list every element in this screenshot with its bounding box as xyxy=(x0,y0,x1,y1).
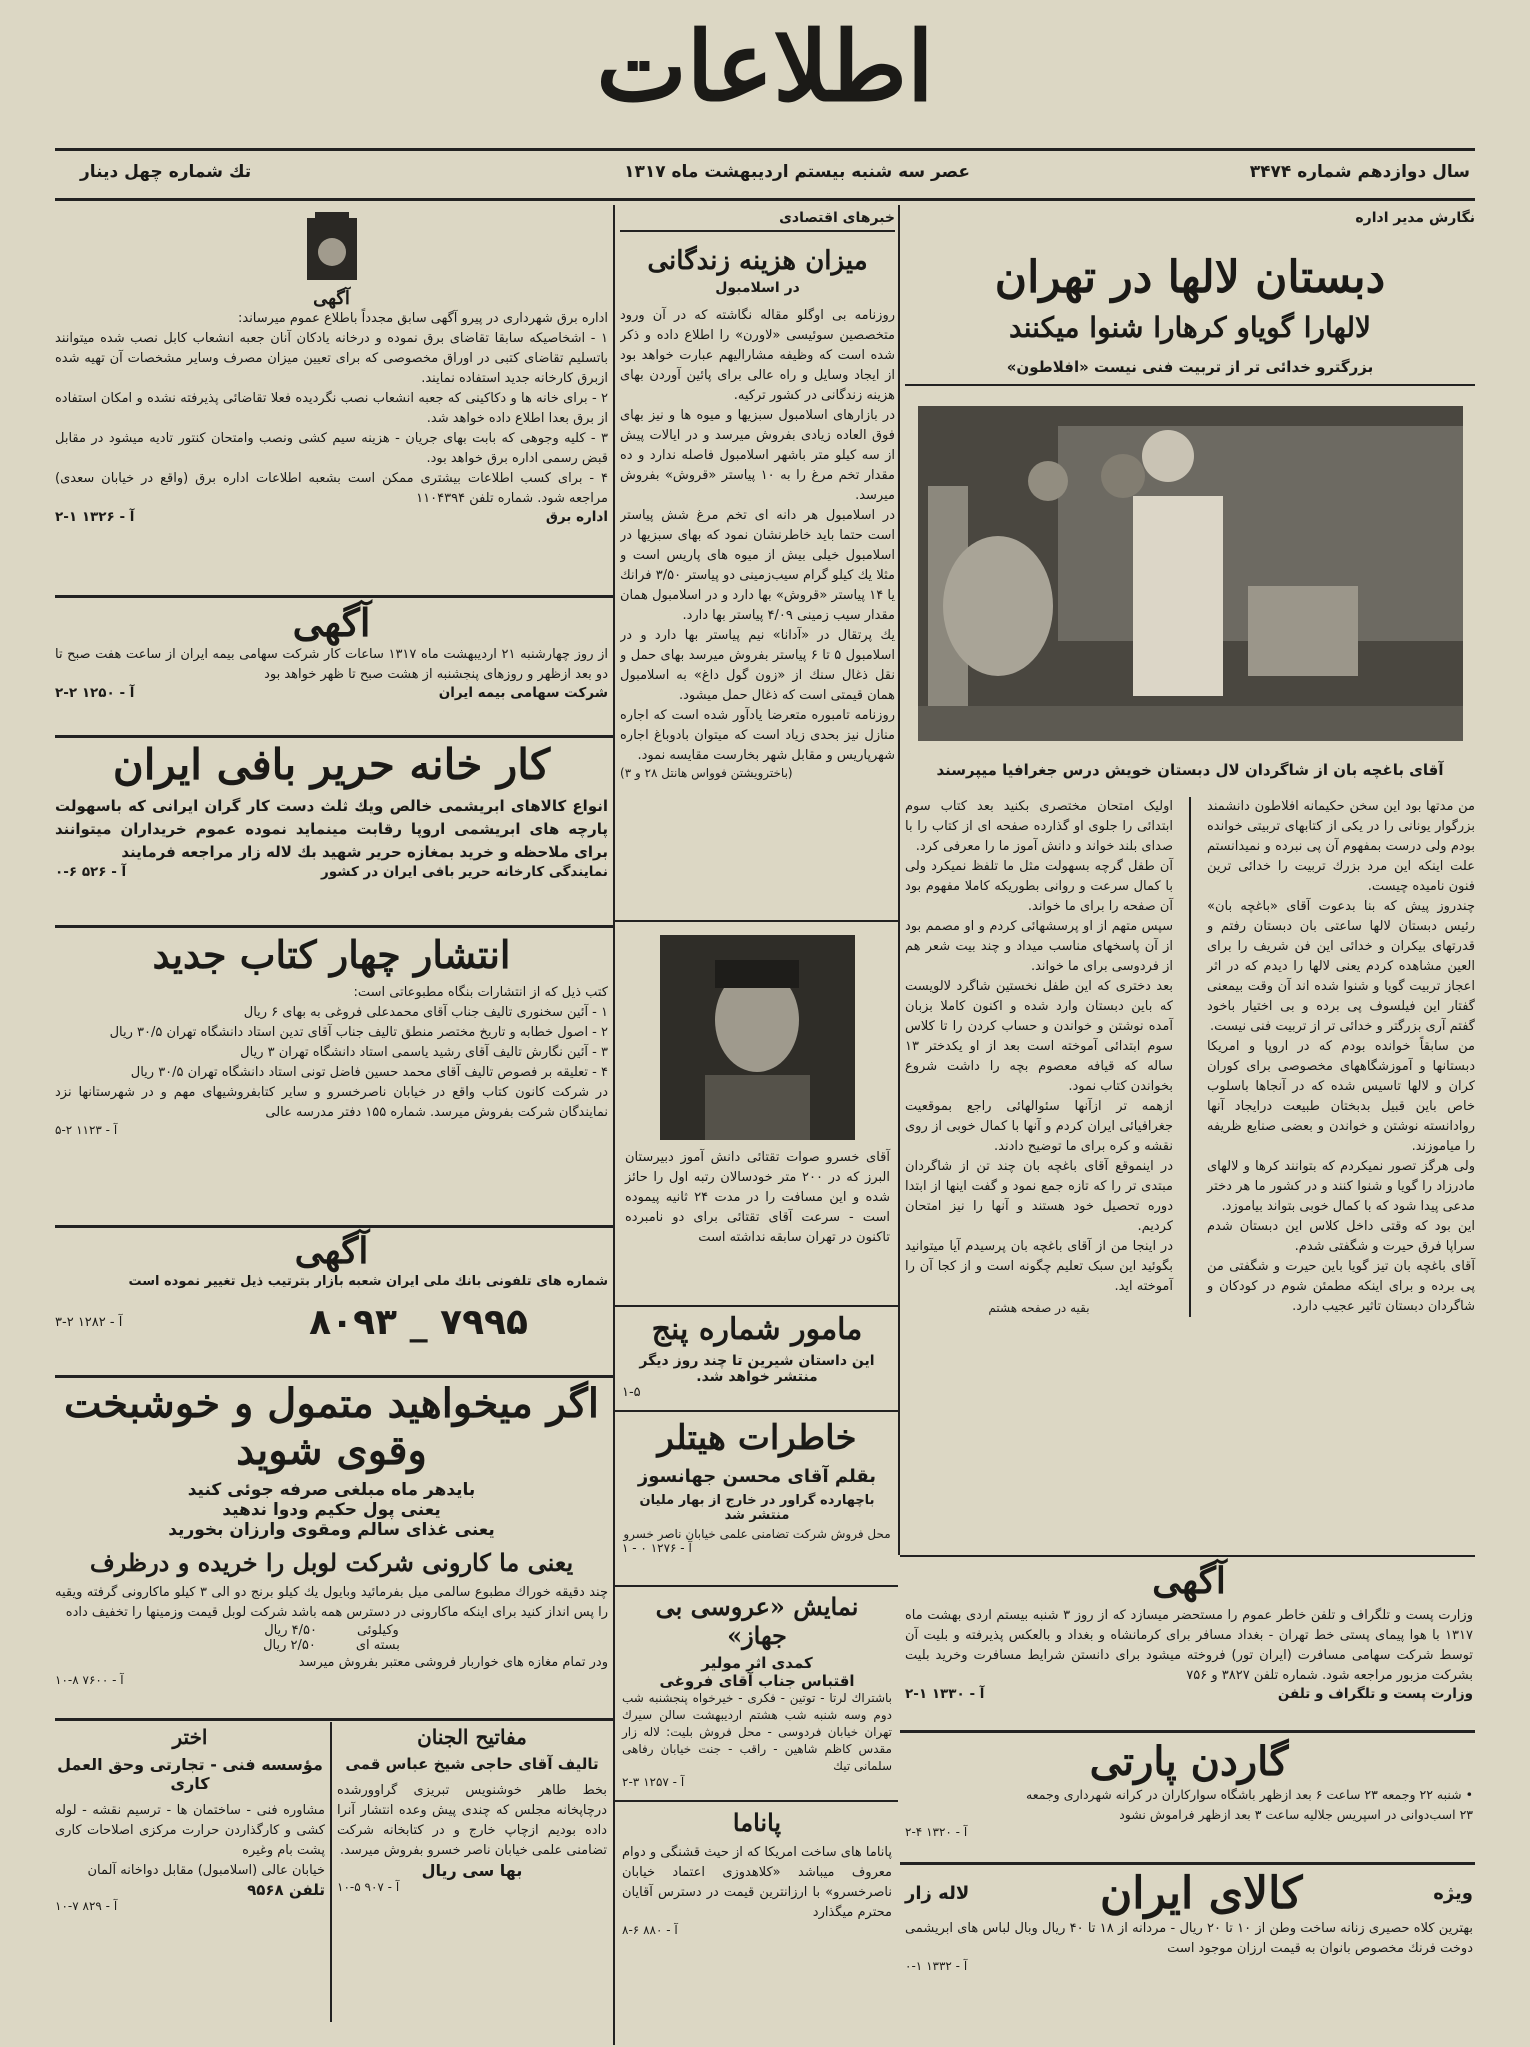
hitler-code: آ - ۱۲۷۶ ۰ - ۱ xyxy=(622,1541,692,1555)
panama-body: پاناما های ساخت امریکا که از حیث قشنگی و دوام معروف میباشد «کلاهدوزی اعتماد خیابان ناصرخسرو» با ارزانترین قیمت در دسترس آقایان محترم میگذارد xyxy=(622,1845,892,1920)
goods-headline: کالای ایران xyxy=(1099,1868,1303,1919)
insurance-footer xyxy=(55,685,608,701)
post-code: آ - ۱۳۳۰ ۱-۲ xyxy=(905,1686,985,1702)
issue-date: عصر سه شنبه بیستم اردیبهشت ماه ۱۳۱۷ xyxy=(624,162,970,182)
mafatih-body: بخط طاهر خوشنویس تبریزی گراوورشده درچاپخانه مجلس که چندی پیش وعده انتشار آنرا داده بودیم ازچاپ خارج و در کتابخانه شرکت تضامنی علمی خیابان ناصر خسرو بفروش میرسد. xyxy=(337,1783,607,1858)
books-item: ۴ - تعلیقه بر فصوص تالیف آقای محمد حسین فاضل تونی استاد دانشگاه تهران ۳۰/۵ ریال xyxy=(130,1065,608,1080)
serial-body: این داستان شیرین تا چند روز دیگر منتشر خواهد شد. xyxy=(639,1353,875,1385)
electric-title: آگهی xyxy=(313,288,350,309)
rich-headline-2: وقوی شوید xyxy=(236,1427,427,1474)
mafatih-author: تالیف آقای حاجی شیخ عباس قمی xyxy=(345,1755,599,1773)
lead-paragraph: آن طفل گرچه بسهولت مثل ما تلفظ نمیکرد ولی با کمال سرعت و روانی بطوریکه کاملا مفهوم بود آن صفحه را برای ما خواند. xyxy=(905,859,1173,914)
lead-continued: بقیه در صفحه هشتم xyxy=(988,1301,1090,1315)
hitler-block xyxy=(622,1418,892,1588)
panama-code: آ - ۸۸۰ ۶-۸ xyxy=(622,1923,678,1937)
phone-numbers: ۷۹۹۵ _ ۸۰۹۳ xyxy=(309,1302,528,1343)
lead-paragraph: آقای باغچه بان تیز گویا باین حیرت و شگفتی من پی برده و برای اینکه مطمئن شوم در کودکان و شاگردان دبستان تاثیر عجیب دارد. xyxy=(1207,1259,1475,1314)
phone-body: شماره های تلفونی بانك ملی ایران شعبه بازار بترتیب ذیل تغییر نموده است xyxy=(128,1274,608,1289)
goods-header xyxy=(905,1868,1473,1919)
akhtar-address: خیابان عالی (اسلامبول) مقابل دواخانه آلمان xyxy=(87,1863,325,1878)
rich-line: یعنی پول حکیم ودوا ندهید xyxy=(222,1500,441,1520)
lead-kicker: بزرگترو خدائی تر از تربیت فنی نیست «افلاطون» xyxy=(905,358,1475,386)
economy-paragraph: یك پرتقال در «آدانا» نیم پیاستر بها دارد و در اسلامبول ۵ تا ۶ پیاستر بفروش میرسد بهای حمل و نقل ذغال سنك از «زون گول داغ» به اسلامبول همان قیمتی است که ذغال حمل میشود. xyxy=(620,628,895,703)
books-bottom-rule xyxy=(55,1225,613,1228)
economy-paragraph: روزنامه بی اوگلو مقاله نگاشته که در آن ورود متخصصین سوئیسی «لاورن» را اطلاع داده و ذکر شده است که وظیفه مشارالیهم عبارت خواهد بود از ایجاد وسایل و راه عالی برای پائین آوردن بهای هزینه زندگانی در کشور ترکیه. xyxy=(620,308,895,403)
mafatih-price: بها سی ریال xyxy=(421,1861,523,1880)
lead-caption: آقای باغچه بان از شاگردان لال دبستان خویش درس جغرافیا میپرسند xyxy=(936,761,1444,779)
economy-paragraph: در اسلامبول هر دانه ای تخم مرغ شش پیاستر است حتما باید خاطرنشان نمود که بهای سبزیها در اسلامبول خیلی بیش از میوه های پاریس است و مثلا یك کیلو گرام سیب‌زمینی دو پیاستر ۳/۵۰ فرانك یا ۱۴ پیاستر «قروش» بها دارد و در اسلامبول همان مقدار سیب زمینی ۴/۰۹ پیاستر بها دارد. xyxy=(620,508,895,623)
post-body: وزارت پست و تلگراف و تلفن خاطر عموم را مستحضر میسازد که از روز ۳ شنبه بیستم اردی بهشت ماه ۱۳۱۷ با هوا پیمای پستی خط تهران - بغداد مسافر برای کرمانشاه و بغداد و بالعکس پذیرفته و بلیت آن توسط شرکت سهامی مسافرت (ایران تور) فروخته میشود برای دانستن شرایط مسافرت وخرید بلیت بشرکت مزبور مراجعه شود. شماره تلفن ۳۸۲۷ و ۷۵۶ xyxy=(905,1608,1473,1683)
phone-code: آ - ۱۲۸۲ ۲-۳ xyxy=(55,1315,123,1330)
electric-line: ۴ - برای کسب اطلاعات بیشتری ممکن است بشعبه اطلاعات اداره برق (واقع در خیابان سعدی) مراجعه شود. شماره تلفن ۱۱۰۴۳۹۴ xyxy=(55,471,608,506)
books-item: ۳ - آئین نگارش تالیف آقای رشید یاسمی استاد دانشگاه تهران ۳ ریال xyxy=(240,1045,608,1060)
rich-line: بایدهر ماه مبلغی صرفه جوئی کنید xyxy=(187,1480,476,1500)
masthead-rule-bottom xyxy=(55,198,1475,201)
economy-bottom-rule xyxy=(615,920,898,922)
lead-paragraph: من مدتها بود این سخن حکیمانه افلاطون دانشمند بزرگوار یونانی را در یکی از کتابهای تربیتی خوانده بودم ولی درست بمفهوم آن پی نبرده و نمیدانستم علت اینکه این مرد بزرك تربیت را خدائی ترین فنون نامیده چیست. xyxy=(1207,799,1475,894)
lead-inner-divider xyxy=(1189,797,1191,1317)
silk-bottom-rule xyxy=(55,925,613,928)
economy-paragraph: روزنامه تامبوره متعرضا یادآور شده است که اجاره منازل نیز بحدی زیاد است که میتوان بادوباغ اجاره شهرپاریس و مقابل شهر بخارست مقایسه نمود. xyxy=(620,708,895,763)
economy-paragraph: در بازارهای اسلامبول سبزیها و میوه ها و نیز بهای فوق العاده زیادی بفروش میرسد و در ایالات پیش از سه کیلو متر باشهر اسلامبول فاصله ندارد و ده مقدار تخم مرغ را به ۱۰ پیاستر «قروش» بفروش میرسد. xyxy=(620,408,895,503)
garden-bottom-rule xyxy=(900,1862,1475,1865)
mafatih-title: مفاتیح الجنان xyxy=(417,1725,527,1749)
macaroni-ad xyxy=(55,1380,608,1715)
lead-paragraph: من سابقاً خوانده بودم که در اروپا و امریکا دبستانها و آموزشگاههای مخصوصی برای کوران کران و لالها تاسیس شده که در آنجاها باسلوب خاص باین قبیل بدبختان طبیعت درایجاد آنها روادانسته نوشتن و خواندن و بعضی صنایع ظریفه را میاموزند. xyxy=(1207,1039,1475,1154)
lead-paragraph: این بود که وقتی داخل کلاس این دبستان شدم سراپا فرق حیرت و شگفتی شدم. xyxy=(1207,1219,1475,1254)
rich-price-row xyxy=(55,1623,608,1638)
garden-code: آ - ۱۳۲۰ ۴-۲ xyxy=(905,1825,968,1839)
economy-headline: میزان هزینه زندگانی xyxy=(647,246,868,276)
garden-line: ۲۳ اسب‌دوانی در اسپریس جلالیه ساعت ۳ بعد ازظهر فراموش نشود xyxy=(1119,1807,1473,1822)
lead-paragraph: در اینموقع آقای باغچه بان چند تن از شاگردان مبتدی تر را که تازه جمع نمود و گفت اینها از ابتدا دوره تحصیل خود هستند و آنها را نیز امتحان کردیم. xyxy=(905,1159,1173,1234)
serial-bottom-rule xyxy=(615,1410,898,1412)
lead-paragraph: ازهمه تر ازآنها سئوالهائی راجع بموقعیت جغرافیائی ایران کردم و آنها با کمال خوبی از روی نقشه و کره برای ما توضیح دادند. xyxy=(905,1099,1173,1154)
electric-line: اداره برق شهرداری در پیرو آگهی سابق مجدداً باطلاع عموم میرساند: xyxy=(237,311,608,326)
insurance-sign: شرکت سهامی بیمه ایران xyxy=(438,685,608,701)
lead-rubric: نگارش مدیر اداره xyxy=(1355,210,1475,226)
akhtar-ad xyxy=(55,1725,325,2025)
rich-price-label: بسته ای xyxy=(355,1638,400,1653)
insurance-code: آ - ۱۲۵۰ ۲-۲ xyxy=(55,685,135,701)
lead-article xyxy=(905,210,1475,1555)
play-block xyxy=(622,1592,892,1789)
government-seal-icon xyxy=(297,210,367,288)
goods-notice xyxy=(905,1868,1473,2018)
hitler-bottom-rule xyxy=(615,1585,898,1587)
garden-line: • شنبه ۲۲ وجمعه ۲۳ ساعت ۶ بعد ازظهر باشگاه سوارکاران در کرانه شهرداری وجمعه xyxy=(1026,1787,1473,1802)
electric-code: آ - ۱۳۲۶ ۱-۲ xyxy=(55,509,135,525)
rich-price-label: وکیلوئی xyxy=(356,1623,399,1638)
rich-sub: یعنی ما کارونی شرکت لوبل را خریده و درظرف xyxy=(89,1548,574,1577)
rich-price: ۲/۵۰ ریال xyxy=(263,1638,316,1653)
electric-bottom-rule xyxy=(55,595,613,598)
silk-body: انواع کالاهای ابریشمی خالص ویك ثلث دست کار گران ایرانی که باسهولت پارچه های ابریشمی اروپا رقابت مینماید نموده عموم خریداران میتوانند برای ملاحظه و خرید بمغازه حریر شهید بك لاله زار مراجعه فرمایند xyxy=(55,797,608,861)
post-notice xyxy=(905,1560,1473,1725)
rich-line: یعنی غذای سالم ومقوی وارزان بخورید xyxy=(168,1520,495,1540)
akhtar-code: آ - ۸۲۹ ۷-۱۰ xyxy=(55,1899,118,1913)
akhtar-title: اختر xyxy=(172,1725,208,1749)
garden-headline: گاردن پارتی xyxy=(1089,1738,1289,1785)
hitler-note: باچهارده گراور در خارج از بهار ملیان منتشر شد xyxy=(639,1493,875,1523)
electric-sign: اداره برق xyxy=(545,509,608,525)
rich-price: ۴/۵۰ ریال xyxy=(264,1623,317,1638)
goods-left-label: لاله زار xyxy=(905,1883,970,1904)
lead-paragraph: اولیک امتحان مختصری بکنید بعد کتاب سوم ابتدائی را جلوی او گذارده صفحه ای از کتاب را با صدای بلند خواند و دانش آموز ما را معرفی کرد. xyxy=(905,799,1173,854)
books-item: ۲ - اصول خطابه و تاریخ مختصر منطق تالیف جناب آقای تدین استاد دانشگاه تهران ۳۰/۵ ریال xyxy=(109,1025,608,1040)
bank-phone-notice xyxy=(55,1230,608,1370)
play-line1: کمدی اثر مولیر xyxy=(701,1654,813,1672)
rich-code: آ - ۷۶۰۰ ۸-۱۰ xyxy=(55,1673,124,1687)
books-outro: در شرکت کانون کتاب واقع در خیابان ناصرخسرو و سایر کتابفروشیهای مهم و در شهرستانها نزد نمایندگان شرکت بفروش میرسد. شماره ۱۵۵ دفتر مدرسه عالی xyxy=(55,1085,608,1120)
lead-body-left-column xyxy=(905,797,1173,1317)
play-body: باشتراك لرتا - توتین - فکری - خیرخواه پنجشنبه شب دوم وسه شنبه شب هشتم اردیبهشت سالن سیرك تهران خیابان فردوسی - محل فروش بلیت: لاله زار مقدس کاظم شاهین - راقب - جنت خیابان رفاهی سلمانی تیك xyxy=(622,1691,892,1773)
rich-body: چند دقیقه خوراك مطبوع سالمی میل بفرمائید وبایول یك کیلو برنج دو الی ۳ کیلو ماکارونی گرفته ویقیه را پس انداز کنید برای اینکه ماکارونی در دسترس همه باشد شرکت لوبل قیمت وزمینها را تخفیف داده xyxy=(55,1585,608,1620)
issue-price: تك شماره چهل دینار xyxy=(80,162,252,182)
serial-headline: مامور شماره پنج xyxy=(651,1312,863,1347)
post-bottom-rule xyxy=(900,1730,1475,1733)
athlete-block xyxy=(625,935,890,1290)
rich-headline-1: اگر میخواهید متمول و خوشبخت xyxy=(64,1380,599,1427)
phone-bottom-rule xyxy=(55,1375,613,1378)
serial-block xyxy=(622,1312,892,1407)
electric-footer xyxy=(55,509,608,525)
hitler-author: بقلم آقای محسن جهانسوز xyxy=(637,1466,877,1487)
silk-code: آ - ۵۲۶ ۶-۰ xyxy=(55,864,127,880)
economy-source: (باخترویشتن فوواس هانتل ۲۸ و ۳) xyxy=(620,766,793,780)
silk-factory-ad xyxy=(55,740,608,920)
akhtar-phone: تلفن ۹۵۶۸ xyxy=(247,1881,325,1899)
play-bottom-rule xyxy=(615,1800,898,1802)
electric-line: ۳ - کلیه وجوهی که بابت بهای جریان - هزینه سیم کشی ونصب وامتحان کنتور تادیه میشود در مقابل قبض رسمی اداره برق خواهد بود. xyxy=(55,431,608,466)
athlete-bottom-rule xyxy=(615,1305,898,1307)
silk-footer xyxy=(55,864,608,880)
books-ad xyxy=(55,932,608,1222)
silk-sign: نمایندگی کارخانه حریر بافی ایران در کشور xyxy=(320,864,608,880)
economy-subhead: در اسلامبول xyxy=(715,280,800,296)
books-code: آ - ۱۱۲۳ ۲-۵ xyxy=(55,1123,118,1137)
goods-body: بهترین کلاه حصیری زنانه ساخت وطن از ۱۰ تا ۲۰ ریال - مردانه از ۱۸ تا ۴۰ ریال وبال لباس های ابریشمی دوخت فرنك مخصوص بانوان به قیمت ارزان موجود است xyxy=(905,1921,1474,1956)
masthead-title: اطلاعات xyxy=(596,10,934,123)
lead-photo xyxy=(918,406,1463,741)
insurance-body: از روز چهارشنبه ۲۱ اردیبهشت ماه ۱۳۱۷ ساعات کار شرکت سهامی بیمه ایران از ساعت هفت صبح تا دو بعد ازظهر و روزهای پنجشنبه از هشت صبح تا ظهر خواهد بود xyxy=(55,647,608,682)
phone-title: آگهی xyxy=(294,1230,369,1272)
macaroni-bottom-rule xyxy=(55,1718,613,1721)
insurance-title: آگهی xyxy=(292,600,371,645)
electric-line: ۱ - اشخاصیکه سابقا تقاضای برق نموده و درخانه یادکان آنان جعبه انشعاب کابل نصب شده میتوانند باتسلیم تقاضای کتبی در اوراق مخصوصی که برای تعیین میزان مصرف وسایر مشخصات آن تهیه شده ازبرق کارخانه جدید استفاده نمایند. xyxy=(55,331,608,386)
lead-bottom-rule xyxy=(900,1555,1475,1557)
lead-paragraph: سپس متهم از او پرسشهائی کردم و او مصمم بود از آن پاسخهای مناسب میداد و چند بیت شعر هم از فردوسی برای ما خواند. xyxy=(905,919,1173,974)
serial-code: ۱-۵ xyxy=(622,1385,641,1400)
economy-rubric: خبرهای اقتصادی xyxy=(620,210,895,232)
akhtar-body: مشاوره فنی - ساختمان ها - ترسیم نقشه - لوله کشی و کارگذاردن حرارت مرکزی اصلاحات کاری پشت بام وغیره xyxy=(55,1803,325,1858)
goods-code: آ - ۱۳۳۲ ۱-۰ xyxy=(905,1959,968,1973)
athlete-photo xyxy=(660,935,855,1140)
issue-number: سال دوازدهم شماره ۳۴۷۴ xyxy=(1249,162,1470,182)
masthead-rule-top xyxy=(55,148,1475,151)
hitler-sale: محل فروش شرکت تضامنی علمی خیابان ناصر خسرو xyxy=(623,1527,891,1541)
books-headline: انتشار چهار کتاب جدید xyxy=(152,932,511,977)
panama-headline: پاناما xyxy=(732,1808,782,1837)
silk-headline: کار خانه حریر بافی ایران xyxy=(112,740,551,789)
rich-price-row xyxy=(55,1638,608,1653)
insurance-notice xyxy=(55,600,608,730)
mafatih-ad xyxy=(337,1725,607,2025)
lead-subhead: لالهارا گویاو کرهارا شنوا میکنند xyxy=(1009,311,1371,344)
electric-notice xyxy=(55,210,608,590)
play-code: آ - ۱۲۵۷ ۳-۲ xyxy=(622,1775,685,1789)
column-divider-right xyxy=(898,205,900,1555)
play-line2: اقتباس جناب آقای فروغی xyxy=(659,1672,855,1690)
column-divider-left xyxy=(613,205,615,2045)
goods-right-label: ویژه xyxy=(1433,1883,1473,1904)
economy-article xyxy=(620,210,895,780)
mafatih-code: آ - ۹۰۷ ۵-۱۰ xyxy=(337,1880,400,1894)
lead-body-right-column xyxy=(1207,797,1475,1317)
electric-line: ۲ - برای خانه ها و دکاکینی که جعبه انشعاب نصب نگردیده فعلا تقاضائی پذیرفته نشده و امکان استفاده از برق بعدا اطلاع داده خواهد شد. xyxy=(55,391,608,426)
lead-body xyxy=(905,797,1475,1317)
books-intro: کتب ذیل که از انتشارات بنگاه مطبوعاتی است: xyxy=(353,985,608,1000)
hitler-headline: خاطرات هیتلر xyxy=(657,1418,857,1458)
post-footer xyxy=(905,1686,1473,1702)
books-item: ۱ - آئین سخنوری تالیف جناب آقای محمدعلی فروغی به بهای ۶ ریال xyxy=(243,1005,608,1020)
bottom-left-divider xyxy=(330,1722,332,2022)
lead-paragraph: در اینجا من از آقای باغچه بان پرسیدم آیا میتوانید بگوئید این سبک تعلیم چگونه است و از کجا آن را آموخته اید. xyxy=(905,1239,1173,1294)
phone-footer xyxy=(55,1302,608,1343)
insurance-bottom-rule xyxy=(55,735,613,738)
play-headline: نمایش «عروسی بی جهاز» xyxy=(655,1592,859,1650)
post-title: آگهی xyxy=(1152,1560,1226,1602)
lead-paragraph: بعد دختری که این طفل نخستین شاگرد لالویست که باین دبستان وارد شده و اکنون کاملا بزبان آمده نوشتن و خواندن و حساب کردن را تا کلاس سوم ابتدائی آموخته است بعد از او یکدختر ۱۳ ساله که قیافه معصوم بچه را داشت شروع بخواندن کتاب نمود. xyxy=(905,979,1173,1094)
lead-paragraph: چندروز پیش که بنا بدعوت آقای «باغچه بان» رئیس دبستان لالها ساعتی بان دبستان رفتم و قدرتهای بیکران و خدائی این فن شریف را برای العین مشاهده کردم یعنی لالها را دیدم که در اثر اعجاز تربیت گویا و شنوا شده اند آن وقت بیمعنی گفتار این فیلسوف پی برده و بی اختیار باخود گفتم آری بزرگتر و خدائی تر از تربیت فنی نیست. xyxy=(1207,899,1475,1034)
akhtar-headline: مؤسسه فنی - تجارتی وحق العمل کاری xyxy=(57,1755,323,1793)
lead-headline: دبستان لالها در تهران xyxy=(994,252,1386,303)
post-sign: وزارت پست و تلگراف و تلفن xyxy=(1277,1686,1473,1702)
athlete-caption: آقای خسرو صوات تقتائی دانش آموز دبیرستان البرز که در ۲۰۰ متر خودسالان رتبه اول را حائز شده و این مسافت را در مدت ۲۴ ثانیه پیموده است - سرعت آقای تقتائی برای دو نامبرده تاکنون در تهران سابقه نداشته است xyxy=(625,1150,891,1245)
garden-party-notice xyxy=(905,1738,1473,1858)
panama-block xyxy=(622,1808,892,1993)
rich-end: ودر تمام مغازه های خواربار فروشی معتبر بفروش میرسد xyxy=(298,1655,608,1670)
lead-paragraph: ولی هرگز تصور نمیکردم که بتوانند کرها و لالهای مادرزاد را گویا و شنوا کنند و در کشور ما هر دختر مدعی پیدا شود که با کمال خوبی بتواند بیاموزد. xyxy=(1207,1159,1475,1214)
